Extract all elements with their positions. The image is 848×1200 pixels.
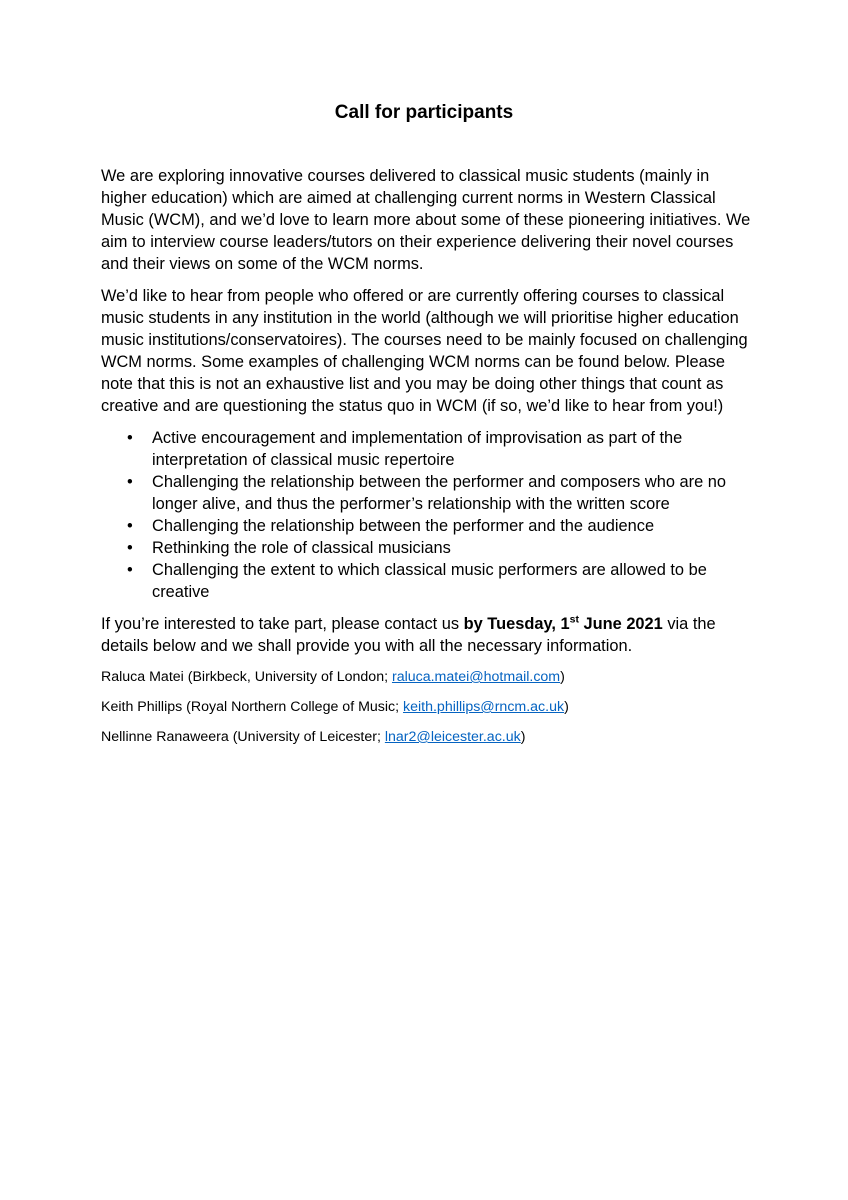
deadline-month-year: June 2021 (578, 615, 663, 633)
list-item-text: Active encouragement and implementation of improvisation as part of the interpretation of classical music repertoire (152, 429, 683, 469)
contact-raluca (101, 667, 751, 687)
list-item (101, 515, 751, 537)
email-link-nellinne[interactable]: lnar2@leicester.ac.uk (384, 729, 521, 745)
deadline-date (464, 615, 663, 633)
closing-paragraph (101, 613, 751, 657)
contact-details: Keith Phillips (Royal Northern College of Music; (101, 699, 404, 715)
list-item-text: Challenging the relationship between the performer and the audience (152, 517, 655, 535)
contact-close: ) (560, 669, 565, 685)
bullet-icon: • (127, 429, 133, 447)
contact-keith (101, 697, 751, 717)
list-item (101, 559, 751, 603)
list-item-text: Challenging the relationship between the performer and composers who are no longer alive, and thus the performer’s relationship with the written score (152, 473, 727, 513)
bullet-icon: • (127, 473, 133, 491)
bullet-icon: • (127, 539, 133, 557)
list-item (101, 537, 751, 559)
page-title: Call for participants (334, 102, 514, 123)
email-link-keith[interactable]: keith.phillips@rncm.ac.uk (403, 699, 565, 715)
deadline-day: by Tuesday, 1 (463, 615, 570, 633)
contact-close: ) (564, 699, 569, 715)
contact-close: ) (520, 729, 526, 745)
contact-details: Raluca Matei (Birkbeck, University of London; (101, 669, 392, 685)
list-item-text: Challenging the extent to which classical music performers are allowed to be creative (152, 561, 707, 601)
bullet-icon: • (127, 561, 133, 579)
closing-text-end: via the details below and we shall provide you with all the necessary information. (101, 615, 716, 655)
eligibility-paragraph: We’d like to hear from people who offered or are currently offering courses to classical music students in any institution in the world (although we will prioritise higher education music institutions/conservatoires). The courses need to be mainly focused on challenging WCM norms. Some examples of challenging WCM norms can be found below. Please note that this is not an exhaustive list and you may be doing other things that count as creative and are questioning the status quo in WCM (if so, we’d like to hear from you!) (101, 287, 748, 415)
email-link-raluca[interactable]: raluca.matei@hotmail.com (391, 669, 561, 685)
list-item-text: Rethinking the role of classical musicians (152, 539, 451, 557)
list-item (101, 427, 751, 471)
deadline-ordinal: st (569, 613, 579, 626)
intro-paragraph: We are exploring innovative courses delivered to classical music students (mainly in higher education) which are aimed at challenging current norms in Western Classical Music (WCM), and we’d love to learn more about some of these pioneering initiatives. We aim to interview course leaders/tutors on their experience delivering their novel courses and their views on some of the WCM norms. (101, 167, 751, 273)
closing-text-start: If you’re interested to take part, please contact us (101, 615, 464, 633)
list-item (101, 471, 751, 515)
contact-nellinne (101, 727, 751, 747)
contact-details: Nellinne Ranaweera (University of Leicester; (101, 729, 385, 745)
bullet-icon: • (127, 517, 133, 535)
document-body (101, 165, 751, 757)
norms-list (101, 427, 751, 603)
